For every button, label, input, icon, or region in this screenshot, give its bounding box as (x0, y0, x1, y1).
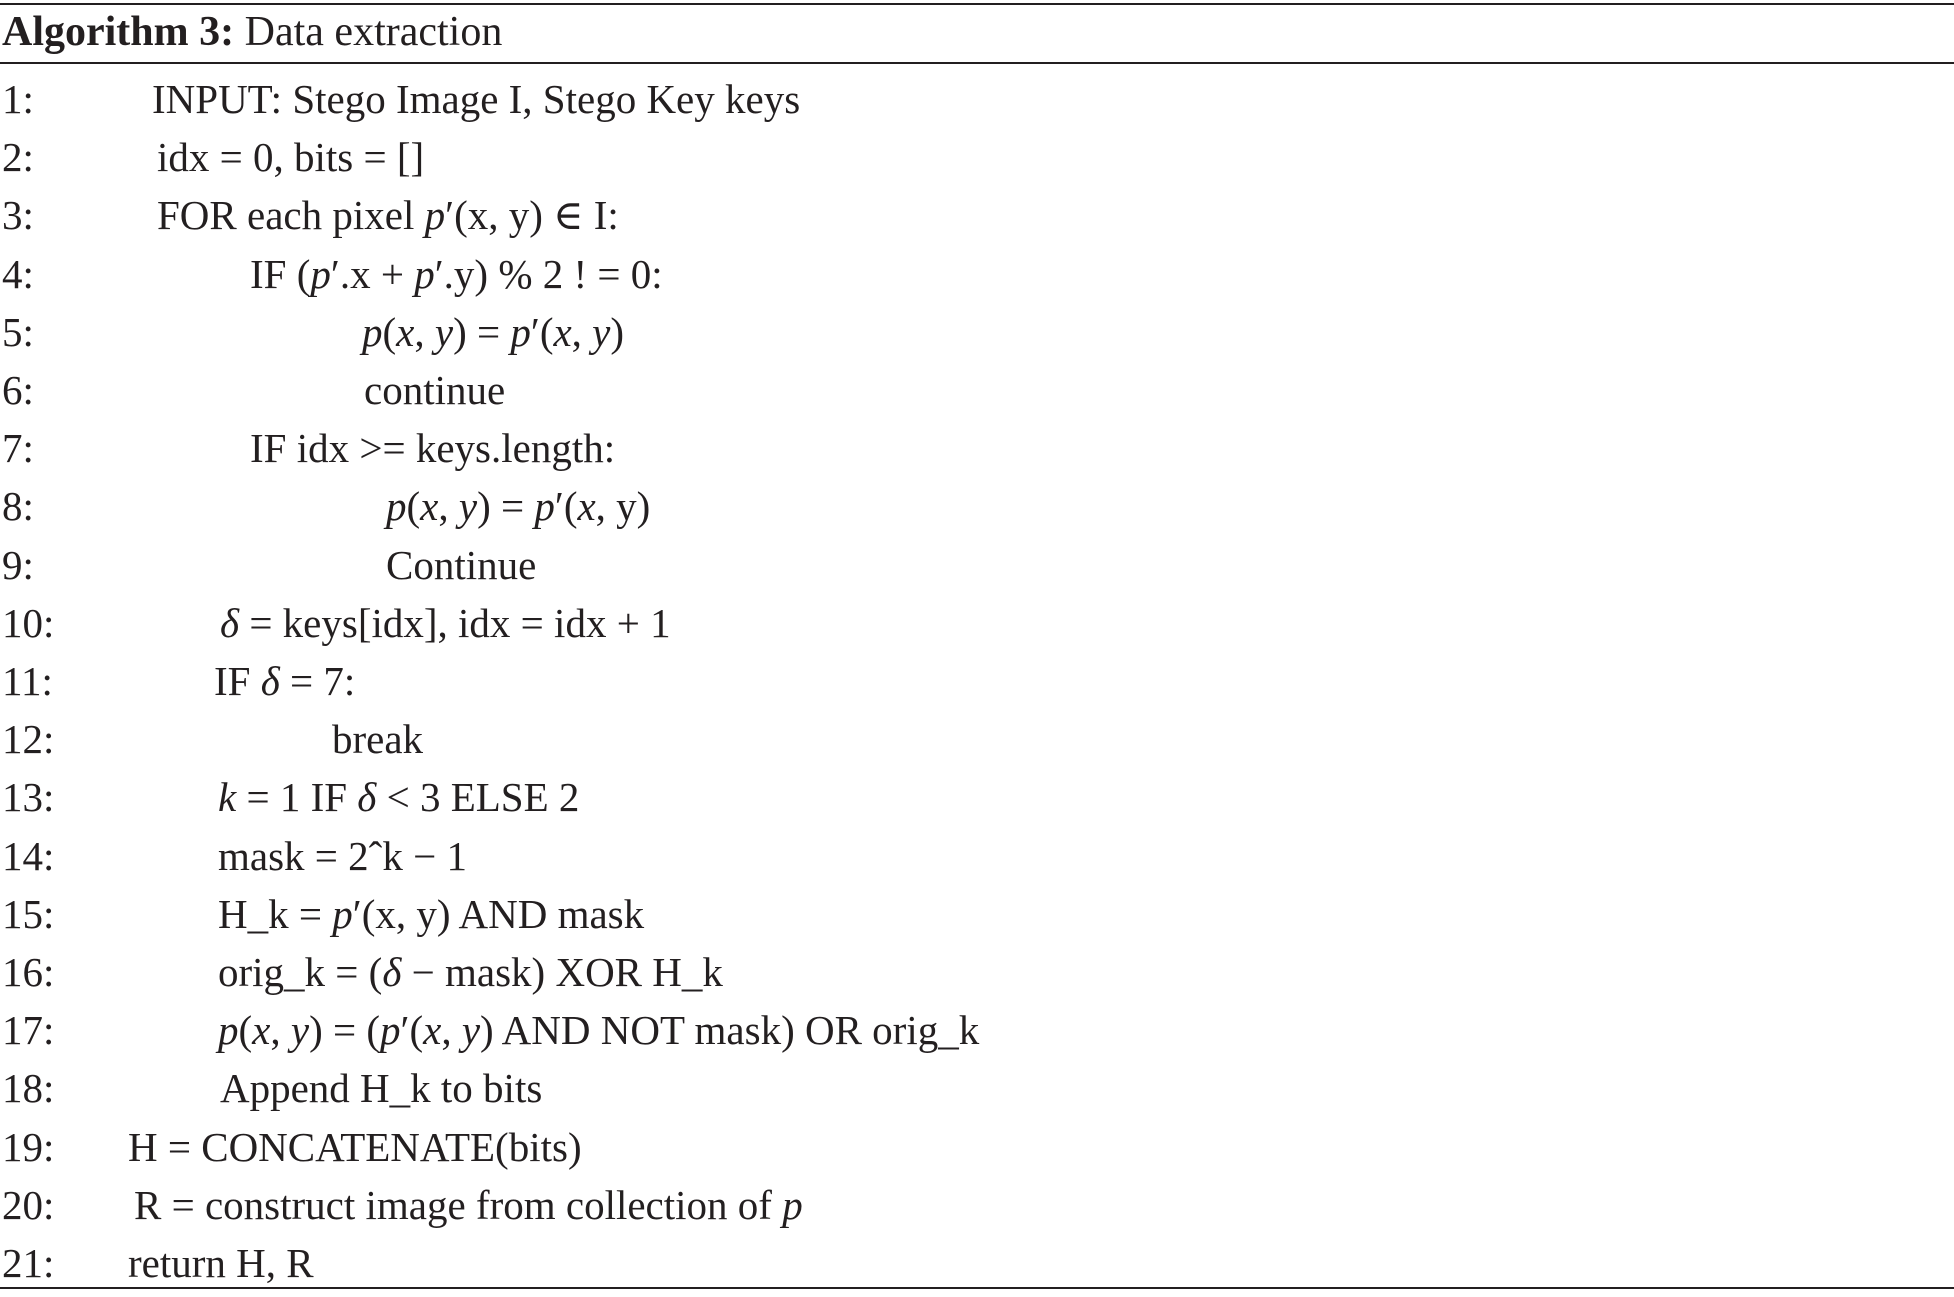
line-code: INPUT: Stego Image I, Stego Key keys (152, 76, 801, 122)
algorithm-line-6 (0, 361, 1954, 419)
line-number: 2: (2, 134, 34, 181)
line-number: 18: (2, 1065, 55, 1112)
bottom-rule (0, 1287, 1954, 1289)
line-code: return H, R (128, 1240, 314, 1286)
algorithm-line-18 (0, 1059, 1954, 1117)
line-number: 12: (2, 716, 55, 763)
algorithm-line-8 (0, 477, 1954, 535)
line-code: p(x, y) = p′(x, y) (386, 483, 651, 530)
line-number: 11: (2, 658, 53, 704)
algorithm-line-3 (0, 186, 1954, 244)
algorithm-line-4 (0, 245, 1954, 303)
algorithm-line-14 (0, 827, 1954, 885)
line-code: H = CONCATENATE(bits) (128, 1123, 582, 1170)
algorithm-line-7 (0, 419, 1954, 477)
line-code: break (332, 716, 424, 763)
algorithm-line-9 (0, 536, 1954, 594)
line-code: Continue (386, 541, 537, 588)
line-code: δ = keys[idx], idx = idx + 1 (220, 599, 671, 646)
line-number: 1: (2, 76, 34, 122)
line-number: 7: (2, 425, 34, 472)
algorithm-line-17 (0, 1001, 1954, 1059)
caption-rule (0, 62, 1954, 64)
line-code: k = 1 IF δ < 3 ELSE 2 (218, 774, 580, 821)
line-code: R = construct image from collection of p (134, 1181, 803, 1228)
algorithm-line-21 (0, 1234, 1954, 1292)
algorithm-line-15 (0, 885, 1954, 943)
line-number: 17: (2, 1007, 55, 1054)
algorithm-title: Data extraction (244, 9, 503, 55)
line-number: 9: (2, 541, 34, 588)
algorithm-label: Algorithm 3: (2, 9, 235, 55)
algorithm-line-13 (0, 768, 1954, 826)
line-number: 16: (2, 949, 55, 995)
line-number: 8: (2, 483, 34, 530)
algorithm-line-2 (0, 128, 1954, 186)
algorithm-line-12 (0, 710, 1954, 768)
line-number: 10: (2, 599, 55, 646)
algorithm-line-5 (0, 303, 1954, 361)
line-number: 14: (2, 832, 55, 879)
line-code: IF δ = 7: (214, 658, 356, 704)
line-number: 15: (2, 890, 55, 937)
line-number: 21: (2, 1240, 55, 1286)
algorithm-line-11 (0, 652, 1954, 710)
line-number: 6: (2, 367, 34, 413)
line-number: 20: (2, 1181, 55, 1228)
algorithm-caption (2, 4, 502, 60)
line-number: 19: (2, 1123, 55, 1170)
algorithm-line-10 (0, 594, 1954, 652)
algorithm-line-19 (0, 1118, 1954, 1176)
line-code: FOR each pixel p′(x, y) ∈ I: (157, 192, 619, 239)
line-code: H_k = p′(x, y) AND mask (218, 890, 645, 937)
line-number: 4: (2, 250, 34, 297)
line-code: IF (p′.x + p′.y) % 2 ! = 0: (250, 250, 663, 297)
line-code: orig_k = (δ − mask) XOR H_k (218, 949, 723, 995)
line-code: p(x, y) = (p′(x, y) AND NOT mask) OR orig_k (218, 1007, 980, 1054)
line-code: continue (364, 367, 506, 413)
line-code: IF idx >= keys.length: (250, 425, 616, 472)
line-code: p(x, y) = p′(x, y) (362, 308, 625, 355)
algorithm-line-1 (0, 70, 1954, 128)
algorithm-line-16 (0, 943, 1954, 1001)
line-code: Append H_k to bits (220, 1065, 543, 1112)
line-number: 13: (2, 774, 55, 821)
line-number: 3: (2, 192, 34, 239)
algorithm-line-20 (0, 1176, 1954, 1234)
line-code: idx = 0, bits = [] (157, 134, 425, 181)
line-code: mask = 2ˆk − 1 (218, 832, 467, 879)
line-number: 5: (2, 308, 34, 355)
